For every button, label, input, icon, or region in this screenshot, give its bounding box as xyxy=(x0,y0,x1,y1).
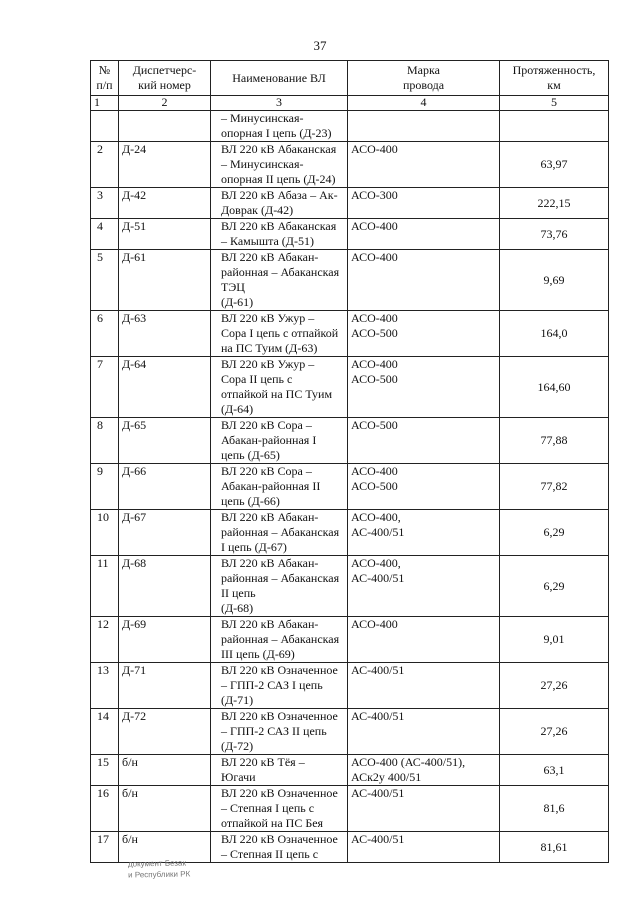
line-length: 164,0 xyxy=(500,311,609,357)
column-number: 4 xyxy=(348,96,500,111)
page-number: 37 xyxy=(313,38,327,53)
table-row xyxy=(91,250,609,311)
line-name: ВЛ 220 кВ Сора – Абакан-районная I цепь (Д-65) xyxy=(211,418,348,464)
dispatch-code: Д-71 xyxy=(119,663,211,709)
line-name: ВЛ 220 кВ Абакан- районная – Абаканская II цепь (Д-68) xyxy=(211,556,348,617)
row-number: 11 xyxy=(91,556,119,617)
dispatch-code: Д-69 xyxy=(119,617,211,663)
table-row xyxy=(91,510,609,556)
wire-brand: АСО-400, АС-400/51 xyxy=(348,556,500,617)
column-number: 3 xyxy=(211,96,348,111)
table-row xyxy=(91,464,609,510)
line-name: ВЛ 220 кВ Абакан- районная – Абаканская I цепь (Д-67) xyxy=(211,510,348,556)
line-name: ВЛ 220 кВ Означенное – ГПП-2 САЗ II цепь (Д-72) xyxy=(211,709,348,755)
line-name: ВЛ 220 кВ Абаканская – Минусинская- опорная II цепь (Д-24) xyxy=(211,142,348,188)
table-row xyxy=(91,556,609,617)
wire-brand: АСО-400 xyxy=(348,250,500,311)
row-number: 4 xyxy=(91,219,119,250)
row-number: 16 xyxy=(91,786,119,832)
table-row xyxy=(91,111,609,142)
line-name: ВЛ 220 кВ Означенное – Степная I цепь с отпайкой на ПС Бея xyxy=(211,786,348,832)
line-length: 164,60 xyxy=(500,357,609,418)
wire-brand: АСО-400 xyxy=(348,219,500,250)
header-length: Протяженность, км xyxy=(500,61,609,96)
table-row xyxy=(91,709,609,755)
row-number: 17 xyxy=(91,832,119,863)
table-row xyxy=(91,786,609,832)
line-length: 9,01 xyxy=(500,617,609,663)
dispatch-code: Д-72 xyxy=(119,709,211,755)
dispatch-code: Д-68 xyxy=(119,556,211,617)
line-name: ВЛ 220 кВ Абаканская – Камышта (Д-51) xyxy=(211,219,348,250)
line-length: 77,88 xyxy=(500,418,609,464)
line-name: – Минусинская- опорная I цепь (Д-23) xyxy=(211,111,348,142)
line-length: 73,76 xyxy=(500,219,609,250)
wire-brand: АСО-400 (АС-400/51), АСк2у 400/51 xyxy=(348,755,500,786)
row-number: 6 xyxy=(91,311,119,357)
dispatch-code: Д-66 xyxy=(119,464,211,510)
table-row xyxy=(91,755,609,786)
table-header-row xyxy=(91,61,609,96)
dispatch-code: Д-67 xyxy=(119,510,211,556)
row-number: 12 xyxy=(91,617,119,663)
column-number-row xyxy=(91,96,609,111)
line-length: 81,6 xyxy=(500,786,609,832)
dispatch-code: Д-65 xyxy=(119,418,211,464)
column-number: 2 xyxy=(119,96,211,111)
row-number: 8 xyxy=(91,418,119,464)
footer-stamp: документ Безак и Республики РК xyxy=(127,858,191,880)
wire-brand xyxy=(348,111,500,142)
line-name: ВЛ 220 кВ Абаза – Ак- Доврак (Д-42) xyxy=(211,188,348,219)
table-row xyxy=(91,617,609,663)
table-row xyxy=(91,418,609,464)
line-name: ВЛ 220 кВ Означенное – Степная II цепь с xyxy=(211,832,348,863)
line-name: ВЛ 220 кВ Ужур – Сора I цепь с отпайкой на ПС Туим (Д-63) xyxy=(211,311,348,357)
line-length: 81,61 xyxy=(500,832,609,863)
wire-brand: АС-400/51 xyxy=(348,832,500,863)
row-number: 15 xyxy=(91,755,119,786)
line-length: 27,26 xyxy=(500,663,609,709)
line-length: 63,97 xyxy=(500,142,609,188)
dispatch-code xyxy=(119,111,211,142)
row-number: 5 xyxy=(91,250,119,311)
table-row xyxy=(91,219,609,250)
dispatch-code: б/н xyxy=(119,832,211,863)
wire-brand: АСО-400 xyxy=(348,617,500,663)
dispatch-code: Д-64 xyxy=(119,357,211,418)
header-line-name: Наименование ВЛ xyxy=(211,61,348,96)
wire-brand: АСО-400 АСО-500 xyxy=(348,357,500,418)
line-length: 27,26 xyxy=(500,709,609,755)
row-number: 3 xyxy=(91,188,119,219)
wire-brand: АСО-500 xyxy=(348,418,500,464)
table-row xyxy=(91,311,609,357)
table-row xyxy=(91,663,609,709)
dispatch-code: Д-51 xyxy=(119,219,211,250)
line-length: 9,69 xyxy=(500,250,609,311)
row-number: 13 xyxy=(91,663,119,709)
row-number: 9 xyxy=(91,464,119,510)
line-name: ВЛ 220 кВ Сора – Абакан-районная II цепь (Д-66) xyxy=(211,464,348,510)
column-number: 1 xyxy=(91,96,119,111)
row-number: 10 xyxy=(91,510,119,556)
dispatch-code: Д-42 xyxy=(119,188,211,219)
wire-brand: АСО-300 xyxy=(348,188,500,219)
line-name: ВЛ 220 кВ Ужур – Сора II цепь с отпайкой на ПС Туим (Д-64) xyxy=(211,357,348,418)
table-row xyxy=(91,357,609,418)
header-row-number: № п/п xyxy=(91,61,119,96)
line-length: 63,1 xyxy=(500,755,609,786)
dispatch-code: Д-61 xyxy=(119,250,211,311)
wire-brand: АСО-400, АС-400/51 xyxy=(348,510,500,556)
line-name: ВЛ 220 кВ Означенное – ГПП-2 САЗ I цепь (Д-71) xyxy=(211,663,348,709)
line-name: ВЛ 220 кВ Абакан- районная – Абаканская ТЭЦ (Д-61) xyxy=(211,250,348,311)
dispatch-code: б/н xyxy=(119,786,211,832)
header-wire-brand: Марка провода xyxy=(348,61,500,96)
table-row xyxy=(91,142,609,188)
line-length: 77,82 xyxy=(500,464,609,510)
line-name: ВЛ 220 кВ Тёя – Югачи xyxy=(211,755,348,786)
wire-brand: АС-400/51 xyxy=(348,663,500,709)
wire-brand: АСО-400 xyxy=(348,142,500,188)
row-number: 2 xyxy=(91,142,119,188)
wire-brand: АСО-400 АСО-500 xyxy=(348,311,500,357)
header-dispatch-code: Диспетчерс- кий номер xyxy=(119,61,211,96)
row-number xyxy=(91,111,119,142)
line-length xyxy=(500,111,609,142)
dispatch-code: б/н xyxy=(119,755,211,786)
table-row xyxy=(91,188,609,219)
dispatch-code: Д-24 xyxy=(119,142,211,188)
wire-brand: АС-400/51 xyxy=(348,786,500,832)
wire-brand: АСО-400 АСО-500 xyxy=(348,464,500,510)
line-length: 6,29 xyxy=(500,556,609,617)
row-number: 14 xyxy=(91,709,119,755)
line-length: 6,29 xyxy=(500,510,609,556)
row-number: 7 xyxy=(91,357,119,418)
line-length: 222,15 xyxy=(500,188,609,219)
line-name: ВЛ 220 кВ Абакан- районная – Абаканская III цепь (Д-69) xyxy=(211,617,348,663)
wire-brand: АС-400/51 xyxy=(348,709,500,755)
dispatch-code: Д-63 xyxy=(119,311,211,357)
power-lines-table xyxy=(90,60,609,863)
column-number: 5 xyxy=(500,96,609,111)
